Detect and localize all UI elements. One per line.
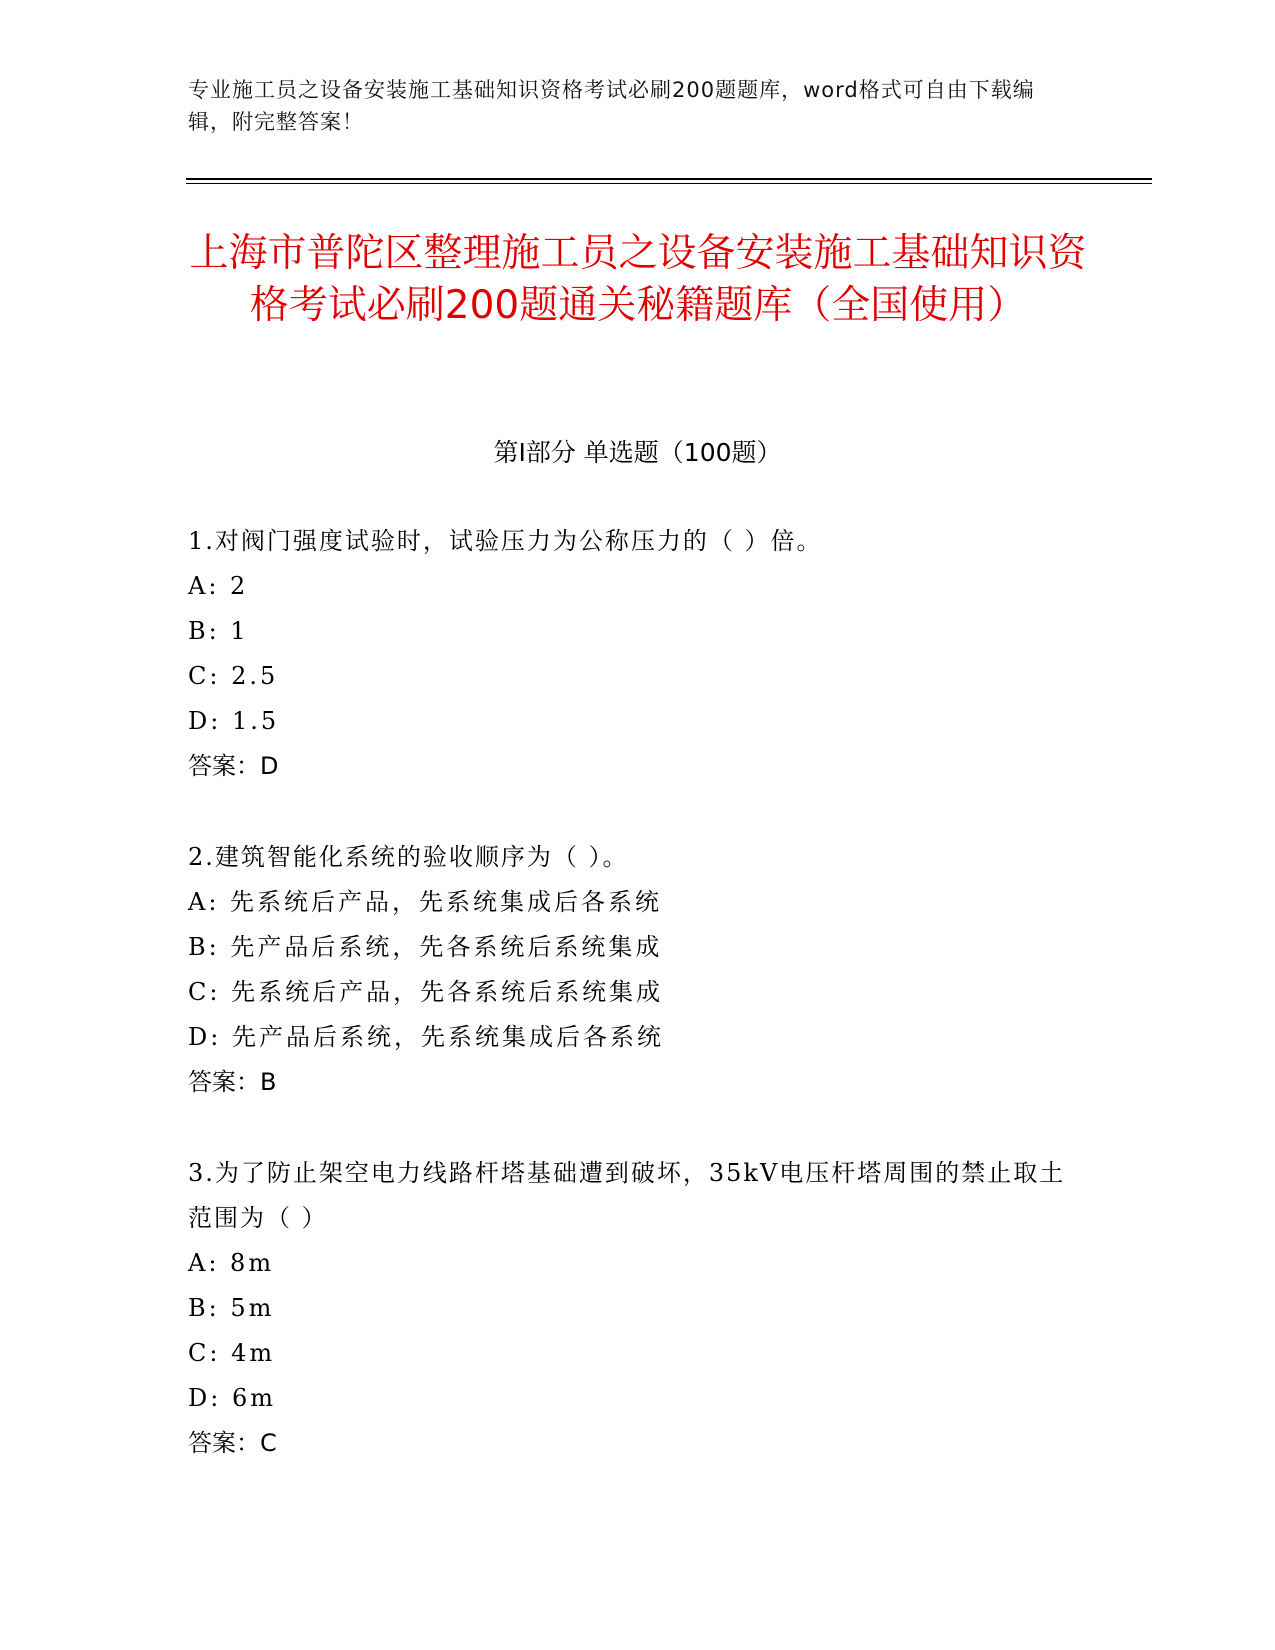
question-3 [188, 1151, 1088, 1466]
answer: 答案：B [188, 1068, 277, 1096]
option-b: B: 先产品后系统，先各系统后系统集成 [188, 933, 663, 961]
option-d: D: 6m [188, 1384, 276, 1412]
header-divider-thin [186, 183, 1152, 184]
header-divider-thick [186, 178, 1152, 180]
option-c: C: 4m [188, 1339, 276, 1367]
option-a: A: 8m [188, 1249, 275, 1277]
question-stem: 2.建筑智能化系统的验收顺序为（ ）。 [188, 843, 629, 871]
option-d: D: 先产品后系统，先系统集成后各系统 [188, 1023, 664, 1051]
option-d: D: 1.5 [188, 707, 280, 735]
question-stem: 3.为了防止架空电力线路杆塔基础遭到破坏，35kV电压杆塔周围的禁止取土范围为（ ） [188, 1159, 1066, 1232]
document-title: 上海市普陀区整理施工员之设备安装施工基础知识资格考试必刷200题通关秘籍题库（全国使用） [189, 231, 1087, 328]
option-c: C: 2.5 [188, 662, 279, 690]
option-b: B: 1 [188, 617, 249, 645]
question-stem: 1.对阀门强度试验时，试验压力为公称压力的（ ）倍。 [188, 527, 823, 555]
question-1 [188, 519, 1088, 789]
answer: 答案：D [188, 752, 279, 780]
option-a: A: 先系统后产品，先系统集成后各系统 [188, 888, 663, 916]
option-a: A: 2 [188, 572, 249, 600]
question-2 [188, 835, 1088, 1105]
option-c: C: 先系统后产品，先各系统后系统集成 [188, 978, 664, 1006]
section-title: 第I部分 单选题（100题） [493, 438, 782, 467]
answer: 答案：C [188, 1429, 277, 1457]
option-b: B: 5m [188, 1294, 275, 1322]
header-note: 专业施工员之设备安装施工基础知识资格考试必刷200题题库，word格式可自由下载编辑，附完整答案！ [188, 78, 1035, 134]
